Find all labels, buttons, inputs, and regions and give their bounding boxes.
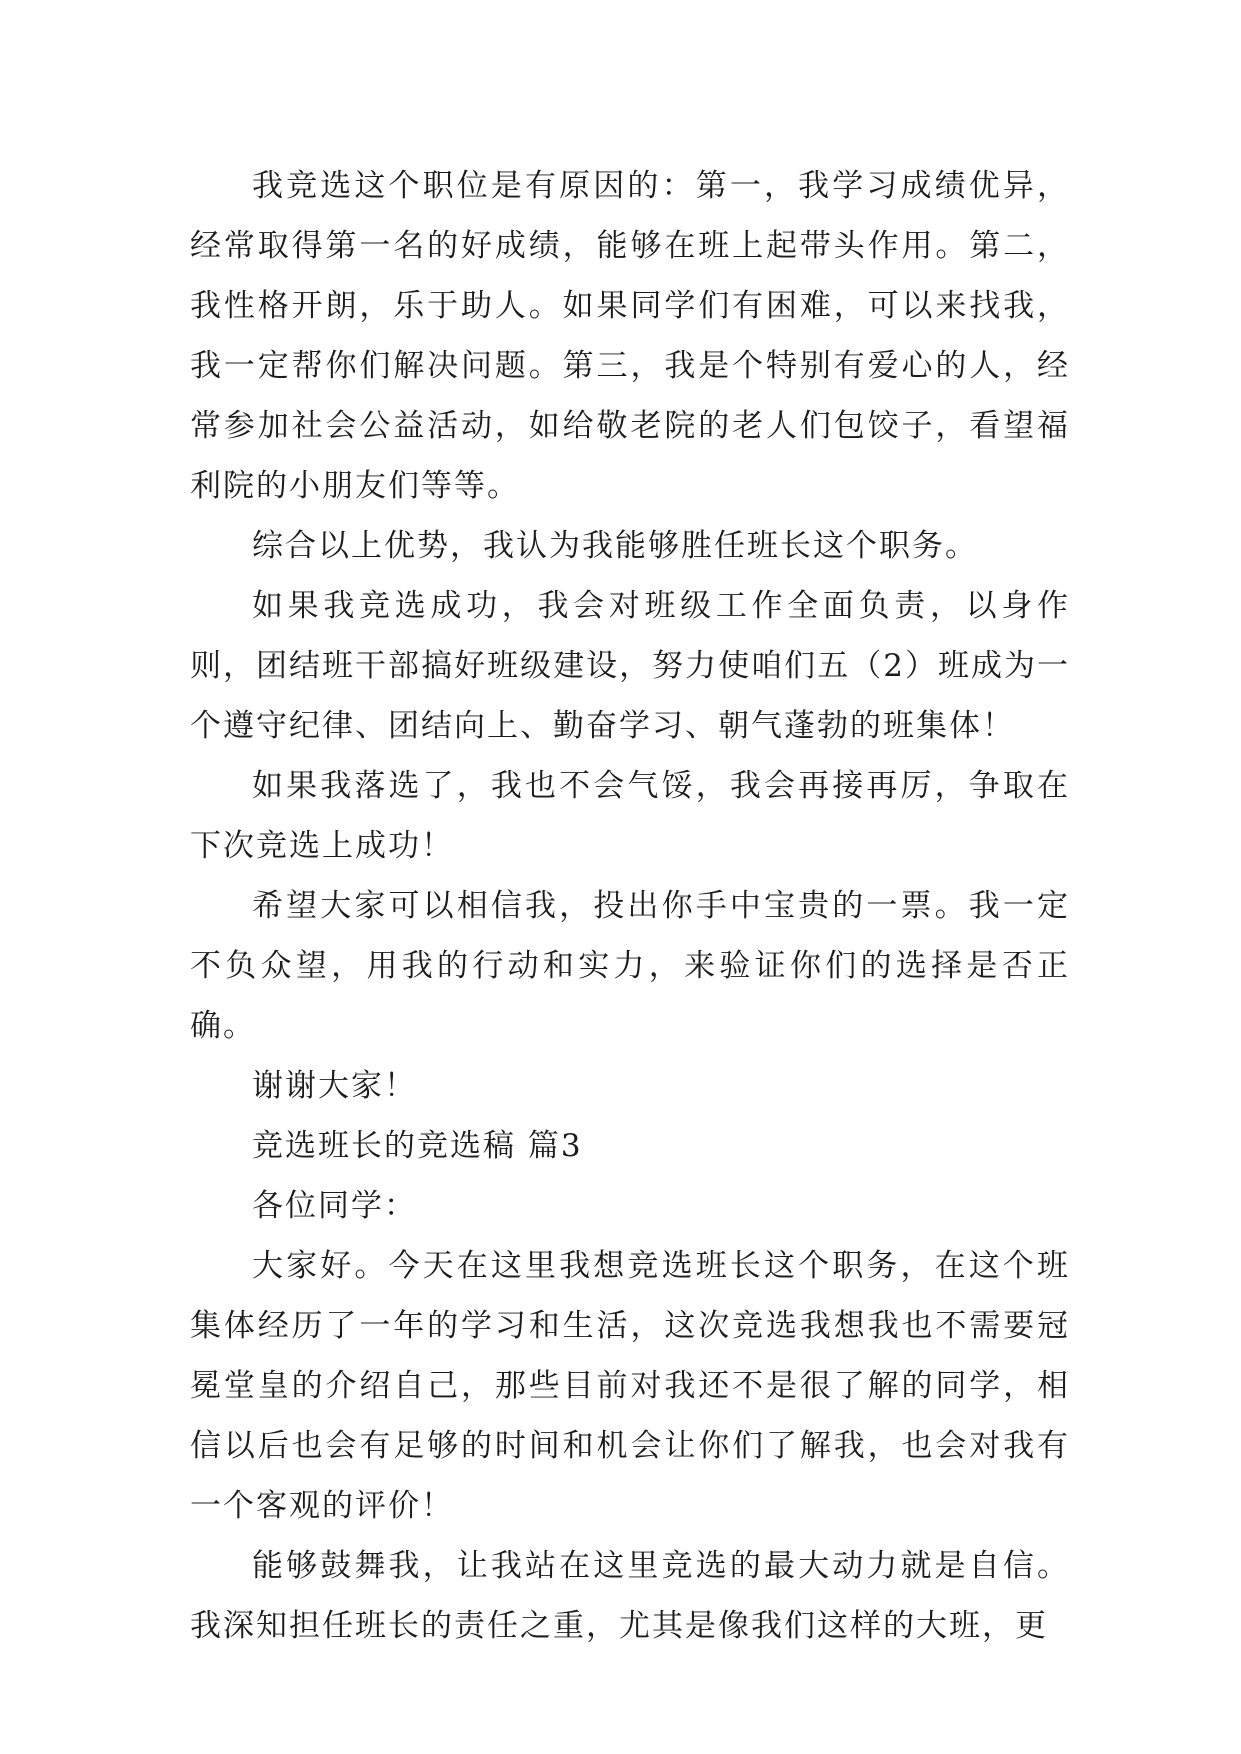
paragraph-summary: 综合以上优势，我认为我能够胜任班长这个职务。 bbox=[252, 528, 978, 564]
document-body bbox=[190, 156, 1070, 1656]
paragraph-thanks: 谢谢大家！ bbox=[252, 1068, 417, 1104]
section-heading: 竞选班长的竞选稿 篇3 bbox=[252, 1128, 583, 1164]
paragraph-intro: 大家好。今天在这里我想竞选班长这个职务，在这个班集体经历了一年的学习和生活，这次竞选我想我也不需要冠冕堂皇的介绍自己，那些目前对我还不是很了解的同学，相信以后也会有足够的时间和机会让你们了解我，也会对我有一个客观的评价！ bbox=[190, 1248, 1070, 1524]
paragraph-greeting: 各位同学： bbox=[252, 1188, 417, 1224]
paragraph-if-not-elected: 如果我落选了，我也不会气馁，我会再接再厉，争取在下次竞选上成功！ bbox=[190, 768, 1070, 864]
paragraph-if-elected: 如果我竞选成功，我会对班级工作全面负责，以身作则，团结班干部搞好班级建设，努力使咱们五（2）班成为一个遵守纪律、团结向上、勤奋学习、朝气蓬勃的班集体！ bbox=[190, 588, 1070, 744]
paragraph-confidence: 能够鼓舞我，让我站在这里竞选的最大动力就是自信。我深知担任班长的责任之重，尤其是像我们这样的大班，更 bbox=[190, 1548, 1070, 1644]
paragraph-vote-request: 希望大家可以相信我，投出你手中宝贵的一票。我一定不负众望，用我的行动和实力，来验证你们的选择是否正确。 bbox=[190, 888, 1070, 1044]
paragraph-reasons: 我竞选这个职位是有原因的：第一，我学习成绩优异，经常取得第一名的好成绩，能够在班上起带头作用。第二，我性格开朗，乐于助人。如果同学们有困难，可以来找我，我一定帮你们解决问题。第三，我是个特别有爱心的人，经常参加社会公益活动，如给敬老院的老人们包饺子，看望福利院的小朋友们等等。 bbox=[190, 168, 1070, 504]
